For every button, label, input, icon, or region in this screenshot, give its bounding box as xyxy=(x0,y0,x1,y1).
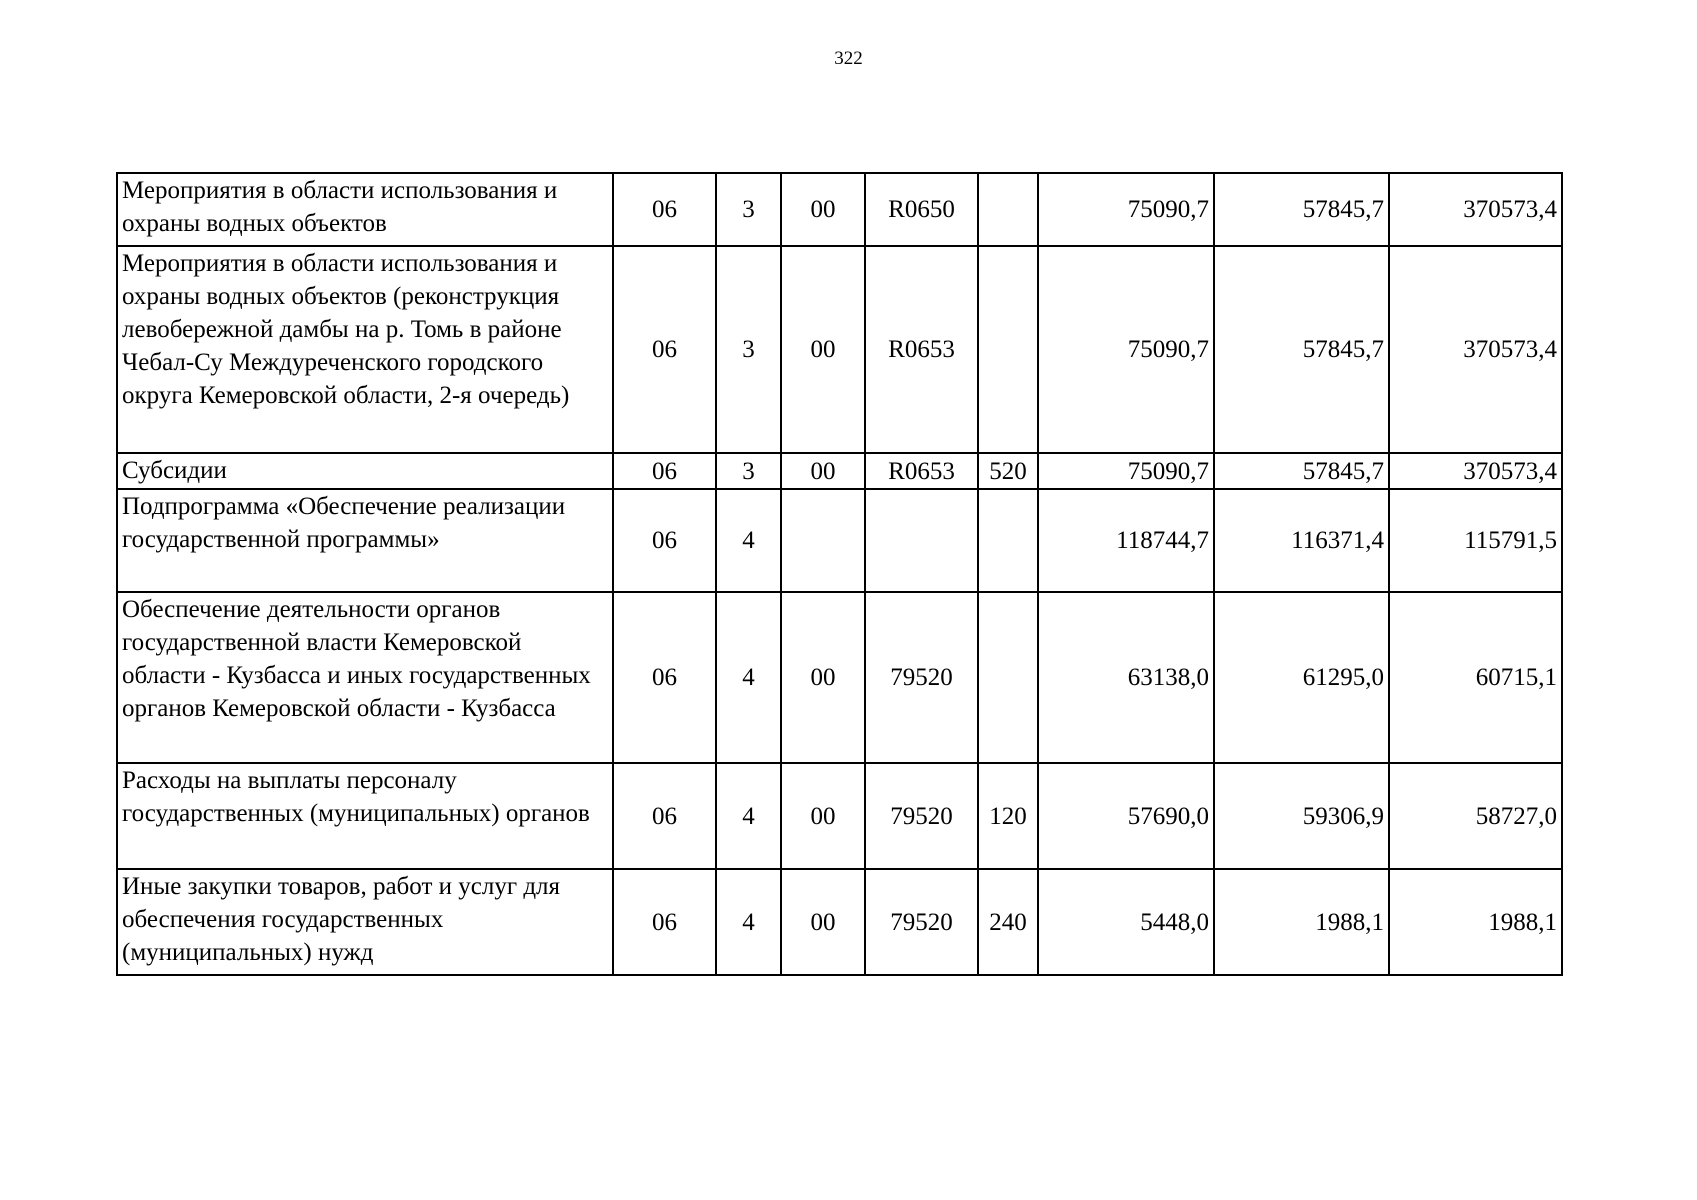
amount-year-1: 75090,7 xyxy=(1038,453,1214,489)
page-number: 322 xyxy=(834,48,863,69)
expense-type-code xyxy=(978,489,1038,592)
row-name: Подпрограмма «Обеспечение реализации государственной программы» xyxy=(117,489,613,592)
amount-year-3: 115791,5 xyxy=(1389,489,1562,592)
amount-year-2: 61295,0 xyxy=(1214,592,1389,763)
amount-year-1: 75090,7 xyxy=(1038,173,1214,246)
amount-year-1: 57690,0 xyxy=(1038,763,1214,869)
amount-year-1: 75090,7 xyxy=(1038,246,1214,453)
direction-code: R0653 xyxy=(865,453,978,489)
expense-type-code: 120 xyxy=(978,763,1038,869)
table-row xyxy=(117,763,1562,869)
amount-year-1: 5448,0 xyxy=(1038,869,1214,975)
section-code: 06 xyxy=(613,246,716,453)
amount-year-3: 60715,1 xyxy=(1389,592,1562,763)
expense-type-code: 240 xyxy=(978,869,1038,975)
subprogram-code: 3 xyxy=(716,173,781,246)
row-name: Мероприятия в области использования и охраны водных объектов xyxy=(117,173,613,246)
section-code: 06 xyxy=(613,763,716,869)
table-row xyxy=(117,489,1562,592)
row-name: Обеспечение деятельности органов государственной власти Кемеровской области - Кузбасса и иных государственных органов Кемеровской области - Кузбасса xyxy=(117,592,613,763)
amount-year-2: 116371,4 xyxy=(1214,489,1389,592)
main-event-code: 00 xyxy=(781,173,865,246)
amount-year-3: 370573,4 xyxy=(1389,453,1562,489)
table-row xyxy=(117,173,1562,246)
main-event-code: 00 xyxy=(781,869,865,975)
expense-type-code: 520 xyxy=(978,453,1038,489)
main-event-code: 00 xyxy=(781,246,865,453)
budget-table xyxy=(116,172,1563,976)
main-event-code: 00 xyxy=(781,453,865,489)
row-name: Субсидии xyxy=(117,453,613,489)
amount-year-3: 370573,4 xyxy=(1389,246,1562,453)
amount-year-2: 1988,1 xyxy=(1214,869,1389,975)
amount-year-2: 57845,7 xyxy=(1214,453,1389,489)
direction-code xyxy=(865,489,978,592)
amount-year-3: 58727,0 xyxy=(1389,763,1562,869)
row-name: Иные закупки товаров, работ и услуг для обеспечения государственных (муниципальных) нужд xyxy=(117,869,613,975)
subprogram-code: 4 xyxy=(716,869,781,975)
amount-year-3: 1988,1 xyxy=(1389,869,1562,975)
table-row xyxy=(117,246,1562,453)
expense-type-code xyxy=(978,246,1038,453)
subprogram-code: 4 xyxy=(716,489,781,592)
amount-year-3: 370573,4 xyxy=(1389,173,1562,246)
table-row xyxy=(117,869,1562,975)
table-row xyxy=(117,592,1562,763)
row-name: Расходы на выплаты персоналу государственных (муниципальных) органов xyxy=(117,763,613,869)
table-row xyxy=(117,453,1562,489)
direction-code: R0653 xyxy=(865,246,978,453)
direction-code: 79520 xyxy=(865,592,978,763)
subprogram-code: 4 xyxy=(716,592,781,763)
amount-year-2: 57845,7 xyxy=(1214,173,1389,246)
subprogram-code: 3 xyxy=(716,453,781,489)
expense-type-code xyxy=(978,592,1038,763)
expense-type-code xyxy=(978,173,1038,246)
direction-code: R0650 xyxy=(865,173,978,246)
amount-year-2: 57845,7 xyxy=(1214,246,1389,453)
section-code: 06 xyxy=(613,592,716,763)
section-code: 06 xyxy=(613,173,716,246)
main-event-code: 00 xyxy=(781,592,865,763)
amount-year-1: 63138,0 xyxy=(1038,592,1214,763)
direction-code: 79520 xyxy=(865,869,978,975)
main-event-code: 00 xyxy=(781,763,865,869)
main-event-code xyxy=(781,489,865,592)
direction-code: 79520 xyxy=(865,763,978,869)
subprogram-code: 3 xyxy=(716,246,781,453)
subprogram-code: 4 xyxy=(716,763,781,869)
section-code: 06 xyxy=(613,489,716,592)
section-code: 06 xyxy=(613,453,716,489)
row-name: Мероприятия в области использования и охраны водных объектов (реконструкция левобережной дамбы на р. Томь в районе Чебал-Су Междуреченского городского округа Кемеровской области, 2-я очередь) xyxy=(117,246,613,453)
section-code: 06 xyxy=(613,869,716,975)
amount-year-1: 118744,7 xyxy=(1038,489,1214,592)
amount-year-2: 59306,9 xyxy=(1214,763,1389,869)
